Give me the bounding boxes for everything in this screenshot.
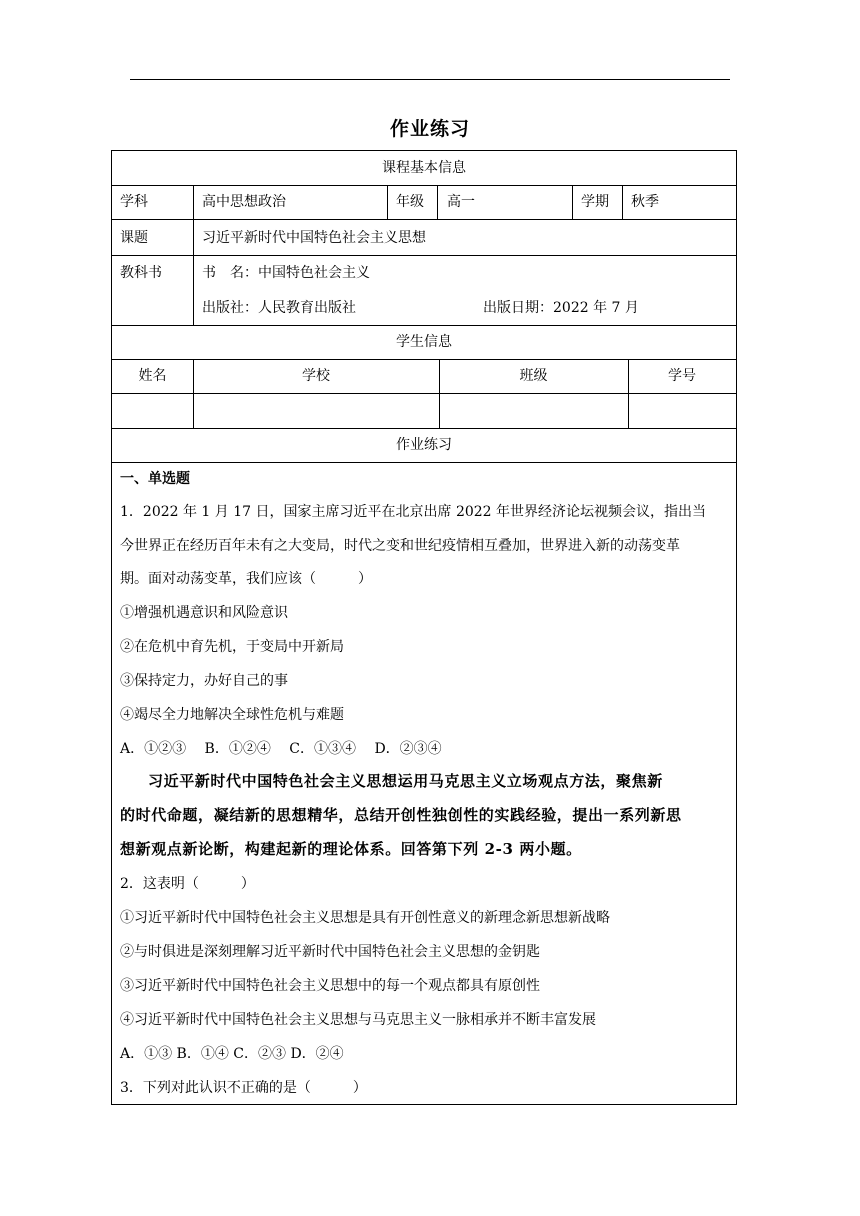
homework-header: 作业练习 [396,437,452,453]
q1-option: ①增强机遇意识和风险意识 [120,605,288,621]
textbook-label: 教科书 [120,265,162,281]
subject-label: 学科 [120,194,148,210]
col-divider [437,185,438,219]
publish-date: 出版日期：2022 年 7 月 [483,300,639,316]
col-school: 学校 [302,368,330,384]
subject-value: 高中思想政治 [202,194,286,210]
row-divider [112,219,736,220]
passage-line: 想新观点新论断，构建起新的理论体系。回答第下列 2-3 两小题。 [120,840,582,858]
page-title: 作业练习 [389,118,470,140]
q1-line: 1．2022 年 1 月 17 日，国家主席习近平在北京出席 2022 年世界经济论坛视频会议，指出当 [120,504,707,520]
q1-line: 期。面对动荡变革，我们应该（ ） [120,571,372,587]
q2-choices: A．①③ B．①④ C．②③ D．②④ [120,1046,344,1062]
q2-option: ②与时俱进是深刻理解习近平新时代中国特色社会主义思想的金钥匙 [120,944,540,960]
row-divider [112,185,736,186]
q1-option: ④竭尽全力地解决全球性危机与难题 [120,707,344,723]
topic-label: 课题 [120,230,148,246]
book-name: 书 名：中国特色社会主义 [202,265,370,281]
col-divider [193,185,194,325]
term-label: 学期 [581,194,609,210]
grade-value: 高一 [447,194,475,210]
col-divider [622,185,623,219]
q2-option: ③习近平新时代中国特色社会主义思想中的每一个观点都具有原创性 [120,978,540,994]
q1-choices: A．①②③ B．①②④ C．①③④ D．②③④ [120,741,442,757]
grade-label: 年级 [396,194,424,210]
term-value: 秋季 [631,194,659,210]
passage-line: 习近平新时代中国特色社会主义思想运用马克思主义立场观点方法，聚焦新 [148,772,663,790]
q2-stem: 2．这表明（ ） [120,876,255,892]
q1-option: ②在危机中育先机，于变局中开新局 [120,639,344,655]
course-info-header: 课程基本信息 [382,160,466,176]
passage-line: 的时代命题，凝结新的思想精华，总结开创性独创性的实践经验，提出一系列新思 [120,806,682,824]
header-rule [130,79,730,80]
col-student-id: 学号 [668,368,696,384]
publisher: 出版社：人民教育出版社 [202,300,356,316]
col-class: 班级 [519,368,548,384]
col-name: 姓名 [138,368,167,384]
col-divider [387,185,388,219]
student-info-header: 学生信息 [396,334,452,350]
row-divider [112,428,736,429]
q3-stem: 3．下列对此认识不正确的是（ ） [120,1080,367,1096]
q1-line: 今世界正在经历百年未有之大变局，时代之变和世纪疫情相互叠加，世界进入新的动荡变革 [120,538,680,554]
q2-option: ④习近平新时代中国特色社会主义思想与马克思主义一脉相承并不断丰富发展 [120,1012,596,1028]
row-divider [112,359,736,360]
section-title: 一、单选题 [120,471,190,487]
row-divider [112,325,736,326]
q2-option: ①习近平新时代中国特色社会主义思想是具有开创性意义的新理念新思想新战略 [120,910,610,926]
row-divider [112,255,736,256]
q1-option: ③保持定力，办好自己的事 [120,673,288,689]
topic-value: 习近平新时代中国特色社会主义思想 [202,230,426,246]
col-divider [572,185,573,219]
row-divider [112,462,736,463]
homework-table [111,150,737,1105]
row-divider [112,393,736,394]
